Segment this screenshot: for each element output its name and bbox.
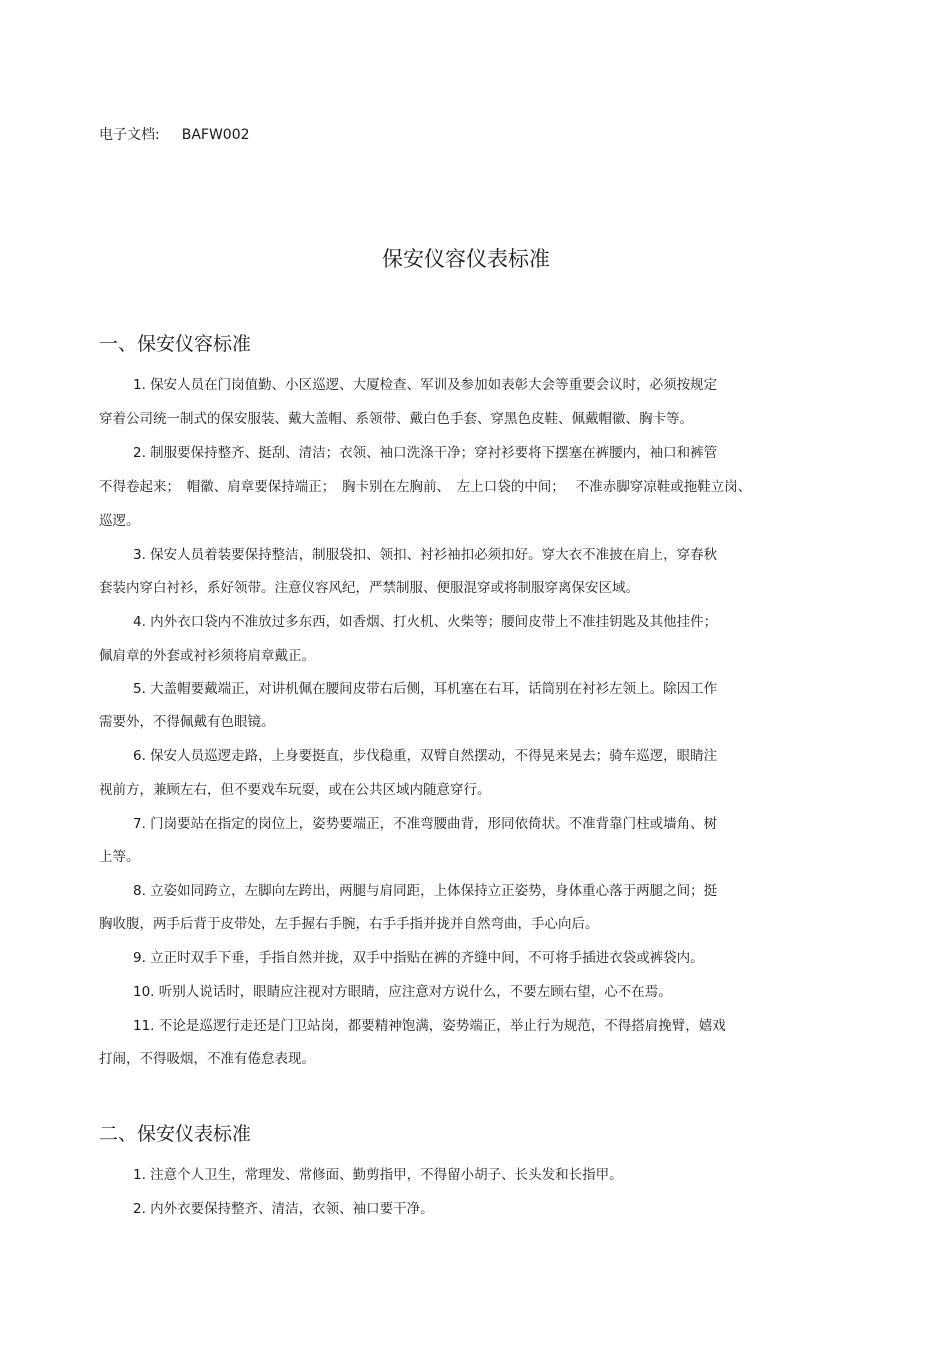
paragraph-line: 8. 立姿如同跨立，左脚向左跨出，两腿与肩同距，上体保持立正姿势，身体重心落于两腿之间；挺: [133, 883, 718, 899]
paragraph-line: 需要外，不得佩戴有色眼镜。: [99, 714, 275, 730]
paragraph-line: 视前方，兼顾左右，但不要戏车玩耍，或在公共区域内随意穿行。: [99, 782, 491, 798]
paragraph-line: 穿着公司统一制式的保安服装、戴大盖帽、系领带、戴白色手套、穿黑色皮鞋、佩戴帽徽、胸卡等。: [99, 411, 693, 427]
paragraph-line: 6. 保安人员巡逻走路，上身要挺直，步伐稳重，双臂自然摆动，不得晃来晃去；骑车巡逻，眼睛注: [133, 748, 718, 764]
paragraph-line: 10. 听别人说话时，眼睛应注视对方眼睛，应注意对方说什么，不要左顾右望，心不在焉。: [133, 984, 672, 1000]
paragraph-line: 2. 内外衣要保持整齐、清洁，衣领、袖口要干净。: [133, 1201, 434, 1217]
paragraph-line: 不得卷起来； 帽徽、肩章要保持端正； 胸卡别在左胸前、 左上口袋的中间； 不准赤脚穿凉鞋或拖鞋立岗、: [99, 479, 752, 495]
section-heading-grooming: 二、保安仪表标准: [99, 1123, 252, 1145]
paragraph-line: 3. 保安人员着装要保持整洁，制服袋扣、领扣、衬衫袖扣必须扣好。穿大衣不准披在肩上，穿春秋: [133, 547, 718, 563]
paragraph-line: 9. 立正时双手下垂，手指自然并拢，双手中指贴在裤的齐缝中间，不可将手插进衣袋或裤袋内。: [133, 950, 704, 966]
paragraph-line: 4. 内外衣口袋内不准放过多东西，如香烟、打火机、火柴等；腰间皮带上不准挂钥匙及其他挂件；: [133, 614, 718, 630]
document-id-code: BAFW002: [181, 127, 250, 143]
paragraph-line: 11. 不论是巡逻行走还是门卫站岗，都要精神饱满，姿势端正，举止行为规范，不得搭肩挽臂，嬉戏: [133, 1018, 726, 1034]
section-heading-appearance: 一、保安仪容标准: [99, 333, 252, 355]
paragraph-line: 上等。: [99, 849, 140, 865]
paragraph-line: 1. 保安人员在门岗值勤、小区巡逻、大厦检查、军训及参加如表彰大会等重要会议时，必须按规定: [133, 377, 718, 393]
paragraph-line: 巡逻。: [99, 513, 140, 529]
paragraph-line: 1. 注意个人卫生，常理发、常修面、勤剪指甲，不得留小胡子、长头发和长指甲。: [133, 1167, 623, 1183]
paragraph-line: 佩肩章的外套或衬衫须将肩章戴正。: [99, 648, 315, 664]
document-id-label: 电子文档:: [99, 127, 160, 143]
paragraph-line: 5. 大盖帽要戴端正，对讲机佩在腰间皮带右后侧，耳机塞在右耳，话筒别在衬衫左领上。除因工作: [133, 681, 718, 697]
document-id: [99, 124, 250, 144]
page-title: 保安仪容仪表标准: [382, 247, 550, 271]
paragraph-line: 7. 门岗要站在指定的岗位上，姿势要端正，不准弯腰曲背，形同依倚状。不准背靠门柱或墙角、树: [133, 816, 718, 832]
paragraph-line: 套装内穿白衬衫，系好领带。注意仪容风纪，严禁制服、便服混穿或将制服穿离保安区域。: [99, 580, 639, 596]
paragraph-line: 胸收腹，两手后背于皮带处，左手握右手腕，右手手指并拢并自然弯曲，手心向后。: [99, 916, 599, 932]
paragraph-line: 2. 制服要保持整齐、挺刮、清洁；衣领、袖口洗涤干净；穿衬衫要将下摆塞在裤腰内，袖口和裤管: [133, 445, 718, 461]
paragraph-line: 打闹，不得吸烟，不准有倦怠表现。: [99, 1051, 315, 1067]
